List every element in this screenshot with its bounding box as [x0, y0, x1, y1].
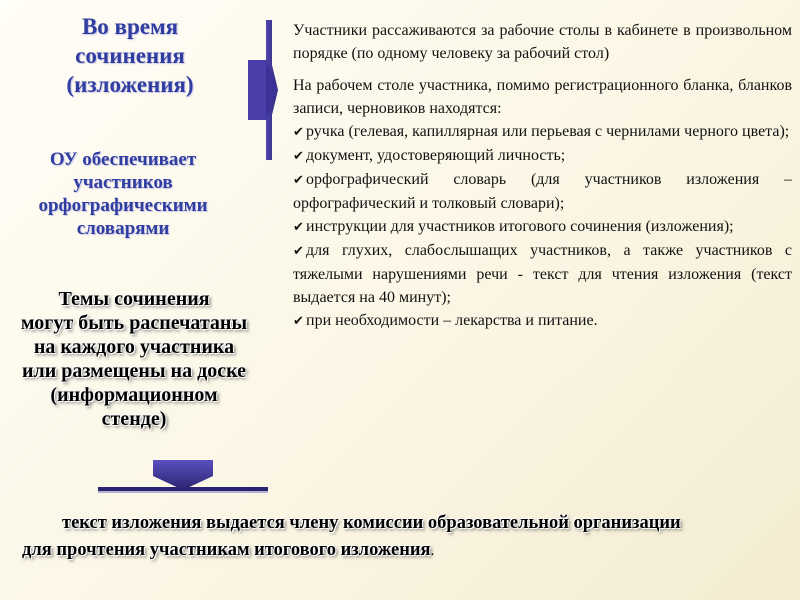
themes-note-line: (информационном: [50, 384, 218, 406]
arrow-down-icon: [98, 458, 268, 498]
rules-text: [293, 19, 792, 333]
themes-note-line: могут быть распечатаны: [20, 312, 248, 334]
bottom-note-line: текст изложения выдается члену комиссии образовательной организации: [62, 513, 681, 533]
list-item: ✔ ручка (гелевая, капиллярная или перьевая с чернилами черного цвета);: [293, 120, 792, 144]
check-icon: ✔: [293, 220, 304, 235]
title-line: Во время: [81, 14, 179, 39]
desk-items-intro: На рабочем столе участника, помимо регистрационного бланка, бланков записи, черновиков находятся:: [293, 77, 792, 117]
desk-items-list: [293, 120, 792, 333]
title-line: (изложения): [66, 72, 194, 97]
themes-note-line: или размещены на доске: [22, 360, 246, 382]
check-icon: ✔: [293, 173, 304, 188]
check-icon: ✔: [293, 244, 304, 259]
list-item: ✔ для глухих, слабослышащих участников, а также участников с тяжелыми нарушениями речи - текст для чтения изложения (текст выдается на 40 минут);: [293, 242, 792, 306]
check-icon: ✔: [293, 314, 304, 329]
bottom-note-line: для прочтения участникам итогового изложения: [22, 540, 431, 560]
check-icon: ✔: [293, 125, 304, 140]
themes-note-line: стенде): [101, 408, 167, 430]
themes-note: [0, 287, 268, 431]
list-item: ✔ инструкции для участников итогового сочинения (изложения);: [293, 215, 792, 239]
ou-note-line: орфографическими: [38, 195, 208, 216]
arrow-right-icon: [244, 20, 278, 160]
list-item: ✔ документ, удостоверяющий личность;: [293, 144, 792, 168]
themes-note-line: Темы сочинения: [58, 288, 210, 310]
list-item: ✔ орфографический словарь (для участников изложения – орфографический и толковый словари);: [293, 171, 792, 212]
list-item: ✔ при необходимости – лекарства и питание.: [293, 309, 792, 333]
page-title: [30, 12, 230, 99]
check-icon: ✔: [293, 149, 304, 164]
seating-paragraph: Участники рассаживаются за рабочие столы в кабинете в произвольном порядке (по одному человеку за рабочий стол): [293, 22, 792, 62]
ou-note-line: словарями: [76, 218, 170, 239]
themes-note-line: на каждого участника: [33, 336, 235, 358]
title-line: сочинения: [75, 43, 185, 68]
ou-note: [8, 148, 238, 240]
ou-note-line: участников: [73, 172, 173, 193]
bottom-note: [22, 510, 797, 565]
bottom-note-period: .: [430, 543, 435, 559]
ou-note-line: ОУ обеспечивает: [49, 149, 197, 170]
